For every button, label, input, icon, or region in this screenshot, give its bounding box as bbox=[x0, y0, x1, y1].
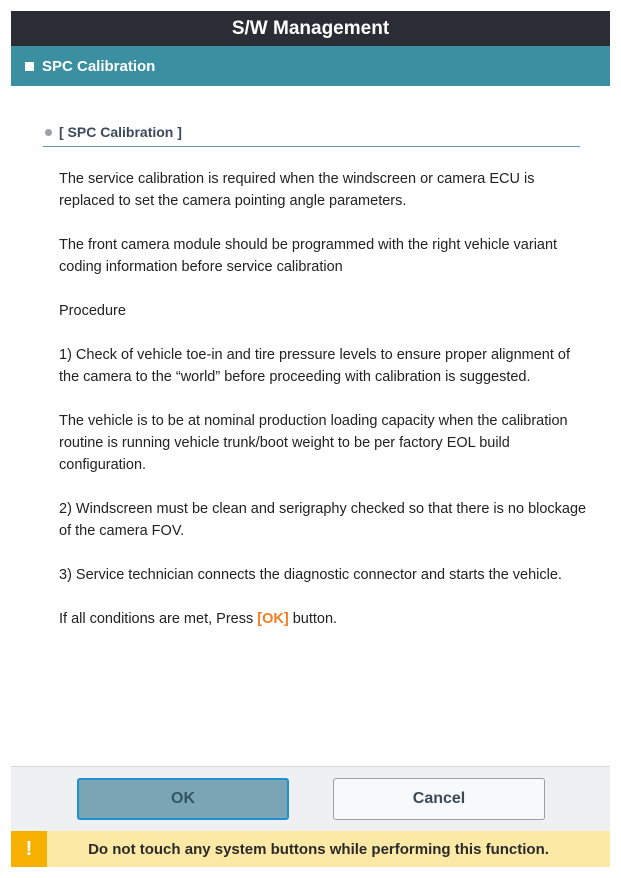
final-instruction bbox=[59, 608, 589, 630]
ok-button[interactable]: OK bbox=[77, 778, 289, 820]
final-instruction-prefix: If all conditions are met, Press bbox=[59, 611, 258, 627]
section-heading: [ SPC Calibration ] bbox=[59, 124, 182, 140]
final-instruction-suffix: button. bbox=[288, 611, 338, 627]
cancel-button[interactable]: Cancel bbox=[333, 778, 545, 820]
bullet-dot-icon bbox=[45, 129, 52, 136]
content-section bbox=[43, 118, 580, 147]
paragraph: The service calibration is required when the windscreen or camera ECU is replaced to set the camera pointing angle parameters. bbox=[59, 171, 535, 209]
section-heading-row bbox=[43, 118, 580, 147]
section-header-bar bbox=[11, 46, 610, 86]
warning-banner bbox=[11, 831, 610, 867]
paragraph: 2) Windscreen must be clean and serigraphy checked so that there is no blockage of the camera FOV. bbox=[59, 501, 587, 539]
paragraph: 1) Check of vehicle toe-in and tire pressure levels to ensure proper alignment of the camera to the “world” before proceeding with calibration is suggested. bbox=[59, 347, 570, 385]
paragraph: The front camera module should be programmed with the right vehicle variant coding information before service calibration bbox=[59, 237, 558, 275]
warning-message: Do not touch any system buttons while performing this function. bbox=[88, 840, 549, 858]
exclamation-icon: ! bbox=[11, 831, 47, 867]
window-title-bar bbox=[11, 11, 610, 46]
button-bar bbox=[11, 766, 610, 832]
paragraph: The vehicle is to be at nominal production loading capacity when the calibration routine is running vehicle trunk/boot weight to be per factory EOL build configuration. bbox=[59, 413, 568, 473]
paragraph: Procedure bbox=[59, 303, 126, 319]
instructions-text bbox=[59, 168, 589, 652]
square-bullet-icon bbox=[25, 62, 34, 71]
window-title: S/W Management bbox=[231, 17, 390, 39]
ok-highlight-text: [OK] bbox=[257, 611, 289, 627]
paragraph: 3) Service technician connects the diagnostic connector and starts the vehicle. bbox=[59, 567, 562, 583]
section-header-title: SPC Calibration bbox=[42, 57, 156, 75]
